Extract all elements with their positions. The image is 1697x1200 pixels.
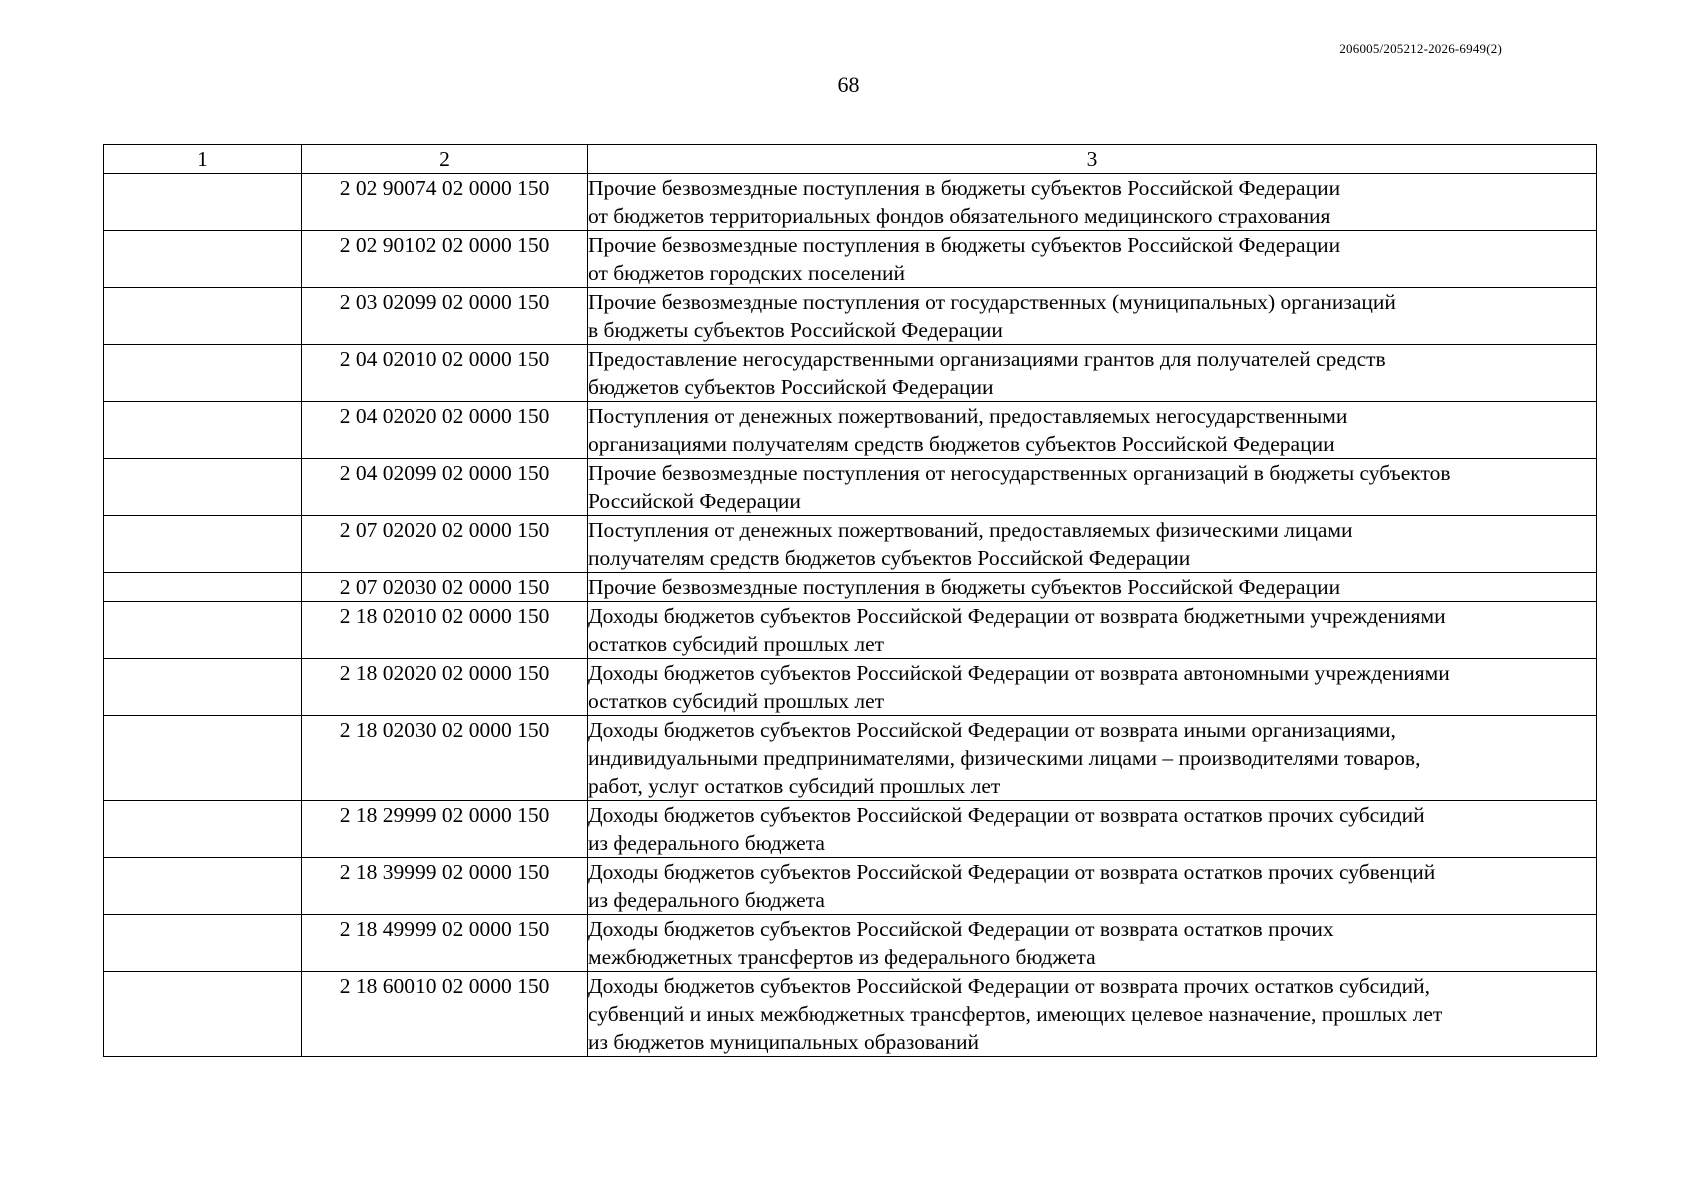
description-line: из федерального бюджета (588, 888, 825, 912)
description-line: получателям средств бюджетов субъектов Российской Федерации (588, 546, 1191, 570)
row-number-cell (104, 858, 302, 915)
description-line: организациями получателям средств бюджетов субъектов Российской Федерации (588, 432, 1335, 456)
description-cell (588, 402, 1597, 459)
row-number-cell (104, 345, 302, 402)
row-number-cell (104, 915, 302, 972)
budget-code-cell: 2 02 90102 02 0000 150 (302, 231, 588, 288)
description-line: Российской Федерации (588, 489, 801, 513)
budget-code-cell: 2 18 02010 02 0000 150 (302, 602, 588, 659)
description-cell (588, 716, 1597, 801)
description-cell (588, 915, 1597, 972)
description-cell (588, 972, 1597, 1057)
table-row (104, 602, 1597, 659)
table-row (104, 459, 1597, 516)
description-cell (588, 231, 1597, 288)
description-cell (588, 459, 1597, 516)
table-row (104, 858, 1597, 915)
description-line: Поступления от денежных пожертвований, предоставляемых физическими лицами (588, 518, 1353, 542)
description-line: Доходы бюджетов субъектов Российской Федерации от возврата автономными учреждениями (588, 661, 1450, 685)
row-number-cell (104, 716, 302, 801)
budget-code-cell: 2 07 02020 02 0000 150 (302, 516, 588, 573)
description-cell (588, 858, 1597, 915)
row-number-cell (104, 573, 302, 602)
column-header-2: 2 (302, 145, 588, 174)
row-number-cell (104, 801, 302, 858)
description-line: индивидуальными предпринимателями, физическими лицами – производителями товаров, (588, 746, 1421, 770)
description-line: Поступления от денежных пожертвований, предоставляемых негосударственными (588, 404, 1348, 428)
budget-code-cell: 2 18 60010 02 0000 150 (302, 972, 588, 1057)
column-header-3: 3 (588, 145, 1597, 174)
row-number-cell (104, 516, 302, 573)
column-header-1: 1 (104, 145, 302, 174)
description-line: в бюджеты субъектов Российской Федерации (588, 318, 1003, 342)
table-row (104, 972, 1597, 1057)
description-line: Доходы бюджетов субъектов Российской Федерации от возврата остатков прочих субвенций (588, 860, 1436, 884)
row-number-cell (104, 659, 302, 716)
description-line: Доходы бюджетов субъектов Российской Федерации от возврата иными организациями, (588, 718, 1396, 742)
description-cell (588, 516, 1597, 573)
table-body (104, 174, 1597, 1057)
description-line: остатков субсидий прошлых лет (588, 632, 885, 656)
description-line: межбюджетных трансфертов из федерального бюджета (588, 945, 1096, 969)
row-number-cell (104, 602, 302, 659)
table-row (104, 659, 1597, 716)
description-line: Доходы бюджетов субъектов Российской Федерации от возврата остатков прочих (588, 917, 1334, 941)
table-row (104, 345, 1597, 402)
description-line: Доходы бюджетов субъектов Российской Федерации от возврата прочих остатков субсидий, (588, 974, 1431, 998)
description-cell (588, 345, 1597, 402)
budget-code-cell: 2 18 49999 02 0000 150 (302, 915, 588, 972)
table-row (104, 174, 1597, 231)
budget-code-cell: 2 04 02099 02 0000 150 (302, 459, 588, 516)
description-line: от бюджетов городских поселений (588, 261, 905, 285)
description-line: Прочие безвозмездные поступления от негосударственных организаций в бюджеты субъектов (588, 461, 1451, 485)
description-line: бюджетов субъектов Российской Федерации (588, 375, 994, 399)
row-number-cell (104, 288, 302, 345)
table-row (104, 915, 1597, 972)
description-line: Прочие безвозмездные поступления в бюджеты субъектов Российской Федерации (588, 575, 1341, 599)
table-row (104, 516, 1597, 573)
description-cell (588, 801, 1597, 858)
row-number-cell (104, 402, 302, 459)
description-cell (588, 288, 1597, 345)
row-number-cell (104, 231, 302, 288)
description-line: Прочие безвозмездные поступления в бюджеты субъектов Российской Федерации (588, 176, 1341, 200)
description-cell (588, 174, 1597, 231)
table-row (104, 288, 1597, 345)
table-row (104, 716, 1597, 801)
budget-codes-table (103, 144, 1597, 1057)
description-line: Предоставление негосударственными организациями грантов для получателей средств (588, 347, 1386, 371)
budget-code-cell: 2 18 39999 02 0000 150 (302, 858, 588, 915)
description-line: остатков субсидий прошлых лет (588, 689, 885, 713)
budget-code-cell: 2 07 02030 02 0000 150 (302, 573, 588, 602)
row-number-cell (104, 972, 302, 1057)
description-cell (588, 602, 1597, 659)
description-line: работ, услуг остатков субсидий прошлых лет (588, 774, 1001, 798)
description-line: Доходы бюджетов субъектов Российской Федерации от возврата остатков прочих субсидий (588, 803, 1425, 827)
description-line: от бюджетов территориальных фондов обязательного медицинского страхования (588, 204, 1331, 228)
document-id: 206005/205212-2026-6949(2) (1339, 41, 1502, 56)
table-row (104, 231, 1597, 288)
page-number: 68 (837, 72, 860, 97)
row-number-cell (104, 174, 302, 231)
budget-code-cell: 2 18 29999 02 0000 150 (302, 801, 588, 858)
description-line: из бюджетов муниципальных образований (588, 1030, 979, 1054)
table-row (104, 801, 1597, 858)
table-row (104, 402, 1597, 459)
description-cell (588, 659, 1597, 716)
description-line: Прочие безвозмездные поступления в бюджеты субъектов Российской Федерации (588, 233, 1341, 257)
budget-code-cell: 2 18 02020 02 0000 150 (302, 659, 588, 716)
description-line: из федерального бюджета (588, 831, 825, 855)
budget-code-cell: 2 03 02099 02 0000 150 (302, 288, 588, 345)
table-header-row (104, 145, 1597, 174)
description-line: Доходы бюджетов субъектов Российской Федерации от возврата бюджетными учреждениями (588, 604, 1446, 628)
row-number-cell (104, 459, 302, 516)
description-line: Прочие безвозмездные поступления от государственных (муниципальных) организаций (588, 290, 1396, 314)
description-line: субвенций и иных межбюджетных трансфертов, имеющих целевое назначение, прошлых лет (588, 1002, 1443, 1026)
budget-code-cell: 2 18 02030 02 0000 150 (302, 716, 588, 801)
description-cell (588, 573, 1597, 602)
budget-code-cell: 2 02 90074 02 0000 150 (302, 174, 588, 231)
table-row (104, 573, 1597, 602)
budget-code-cell: 2 04 02020 02 0000 150 (302, 402, 588, 459)
budget-code-cell: 2 04 02010 02 0000 150 (302, 345, 588, 402)
